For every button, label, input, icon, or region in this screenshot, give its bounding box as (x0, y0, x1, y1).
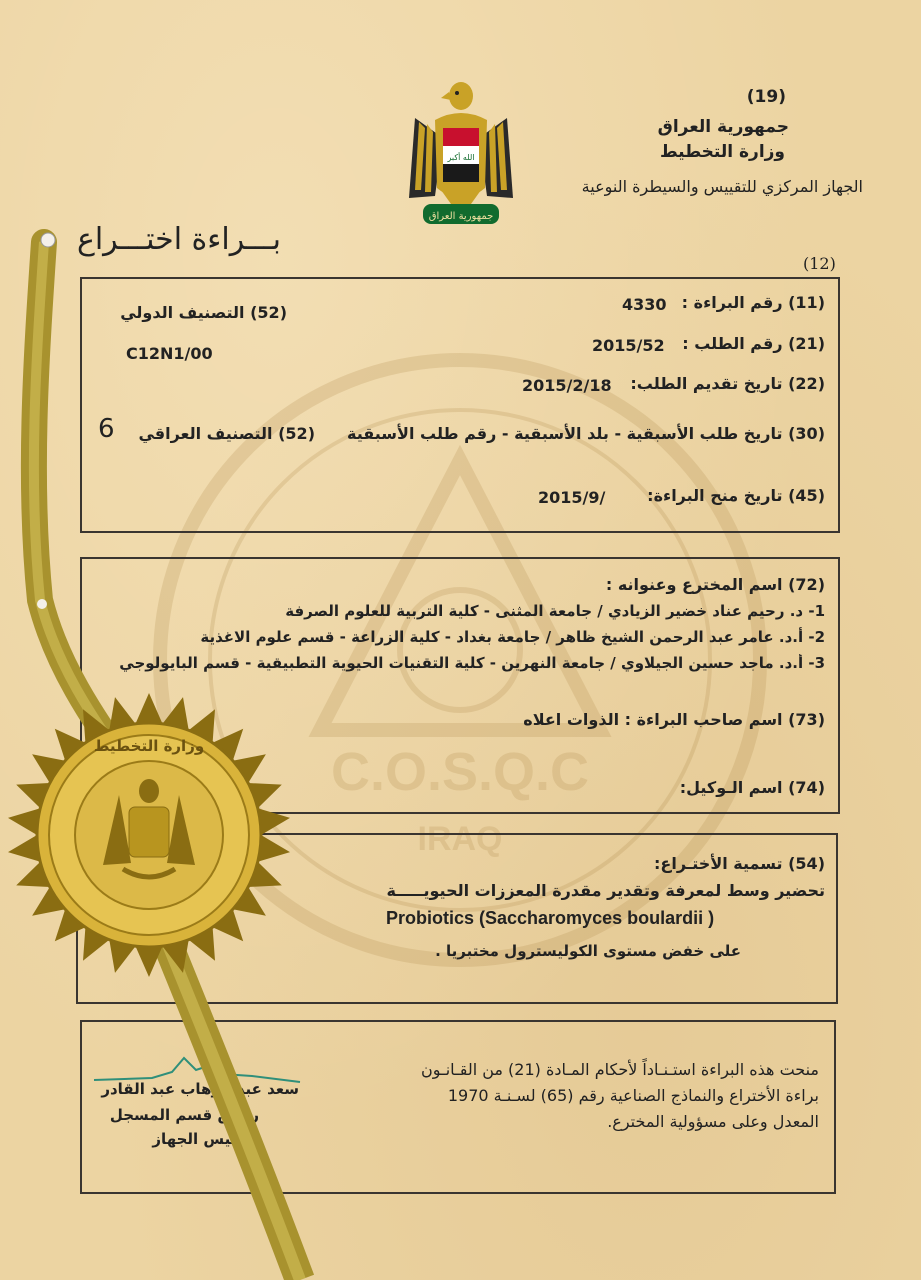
signatory-title-2: رئيس الجهاز (152, 1130, 245, 1148)
inventor-3: 3- أ.د. ماجد حسين الجيلاوي / جامعة النهرين - كلية التقنيات الحيوية التطبيقية - قسم البايولوجي (119, 654, 825, 672)
agent-label: (74) اسم الـوكيل: (679, 778, 825, 797)
inventor-1: 1- د. رحيم عناد خضير الزيادي / جامعة المثنى - كلية التربية للعلوم الصرفة (285, 602, 825, 620)
grant-line-2: براءة الأختراع والنماذج الصناعية رقم (65) لسـنـة 1970 (447, 1086, 819, 1105)
republic-name: جمهورية العراق (657, 117, 789, 137)
patent-number: 4330 (622, 295, 667, 314)
invention-title-line2: Probiotics (Saccharomyces boulardii ) (386, 908, 715, 928)
filing-date: 2015/2/18 (522, 376, 612, 395)
watermark-text: C.O.S.Q.C (330, 742, 590, 802)
grant-date-label: (45) تاريخ منح البراءة: (647, 486, 825, 505)
iraqi-class-label: (52) التصنيف العراقي (138, 424, 315, 443)
grant-line-3: المعدل وعلى مسؤولية المخترع. (607, 1112, 819, 1131)
invention-title-line1: تحضير وسط لمعرفة وتقدير مقدرة المعززات الحيويـــــة (386, 881, 825, 900)
signatory-name: سعد عبد الوهاب عبد القادر (101, 1080, 299, 1098)
owner-label: (73) اسم صاحب البراءة : الذوات اعلاه (523, 710, 825, 729)
signatory-title-1: رئيس قسم المسجل (109, 1106, 259, 1124)
code-19: (19) (746, 87, 786, 107)
application-number-label: (21) رقم الطلب : (682, 334, 825, 353)
grant-date: 2015/9/ (538, 488, 606, 507)
emblem-banner-text: جمهورية العراق (428, 211, 494, 222)
seal-text: وزارة التخطيط (93, 737, 205, 755)
iraqi-class: 6 (98, 414, 115, 444)
watermark-text-iraq: IRAQ (417, 820, 503, 858)
grant-line-1: منحت هذه البراءة استـنـاداً لأحكام المـادة (21) من القـانـون (421, 1060, 819, 1079)
invention-title-line3: على خفض مستوى الكوليسترول مختبريا . (435, 942, 741, 960)
document-title: بـــراءة اختـــراع (76, 222, 281, 257)
invention-label: (54) تسمية الأختـراع: (654, 854, 825, 873)
gold-seal (4, 690, 294, 980)
code-12: (12) (803, 254, 836, 273)
application-number: 2015/52 (592, 336, 665, 355)
intl-class-label: (52) التصنيف الدولي (120, 303, 287, 322)
emblem-flag-text: الله أكبر (447, 153, 475, 162)
intl-class: C12N1/00 (126, 344, 213, 363)
agency-name: الجهاز المركزي للتقييس والسيطرة النوعية (581, 177, 863, 196)
inventors-label: (72) اسم المخترع وعنوانه : (605, 575, 825, 594)
filing-date-label: (22) تاريخ تقديم الطلب: (630, 374, 825, 393)
patent-number-label: (11) رقم البراءة : (681, 293, 825, 312)
priority-label: (30) تاريخ طلب الأسبقية - بلد الأسبقية - رقم طلب الأسبقية (347, 424, 825, 443)
inventor-2: 2- أ.د. عامر عبد الرحمن الشيخ ظاهر / جامعة بغداد - كلية الزراعة - قسم علوم الاغذية (200, 628, 825, 646)
ministry-name: وزارة التخطيط (659, 142, 785, 162)
